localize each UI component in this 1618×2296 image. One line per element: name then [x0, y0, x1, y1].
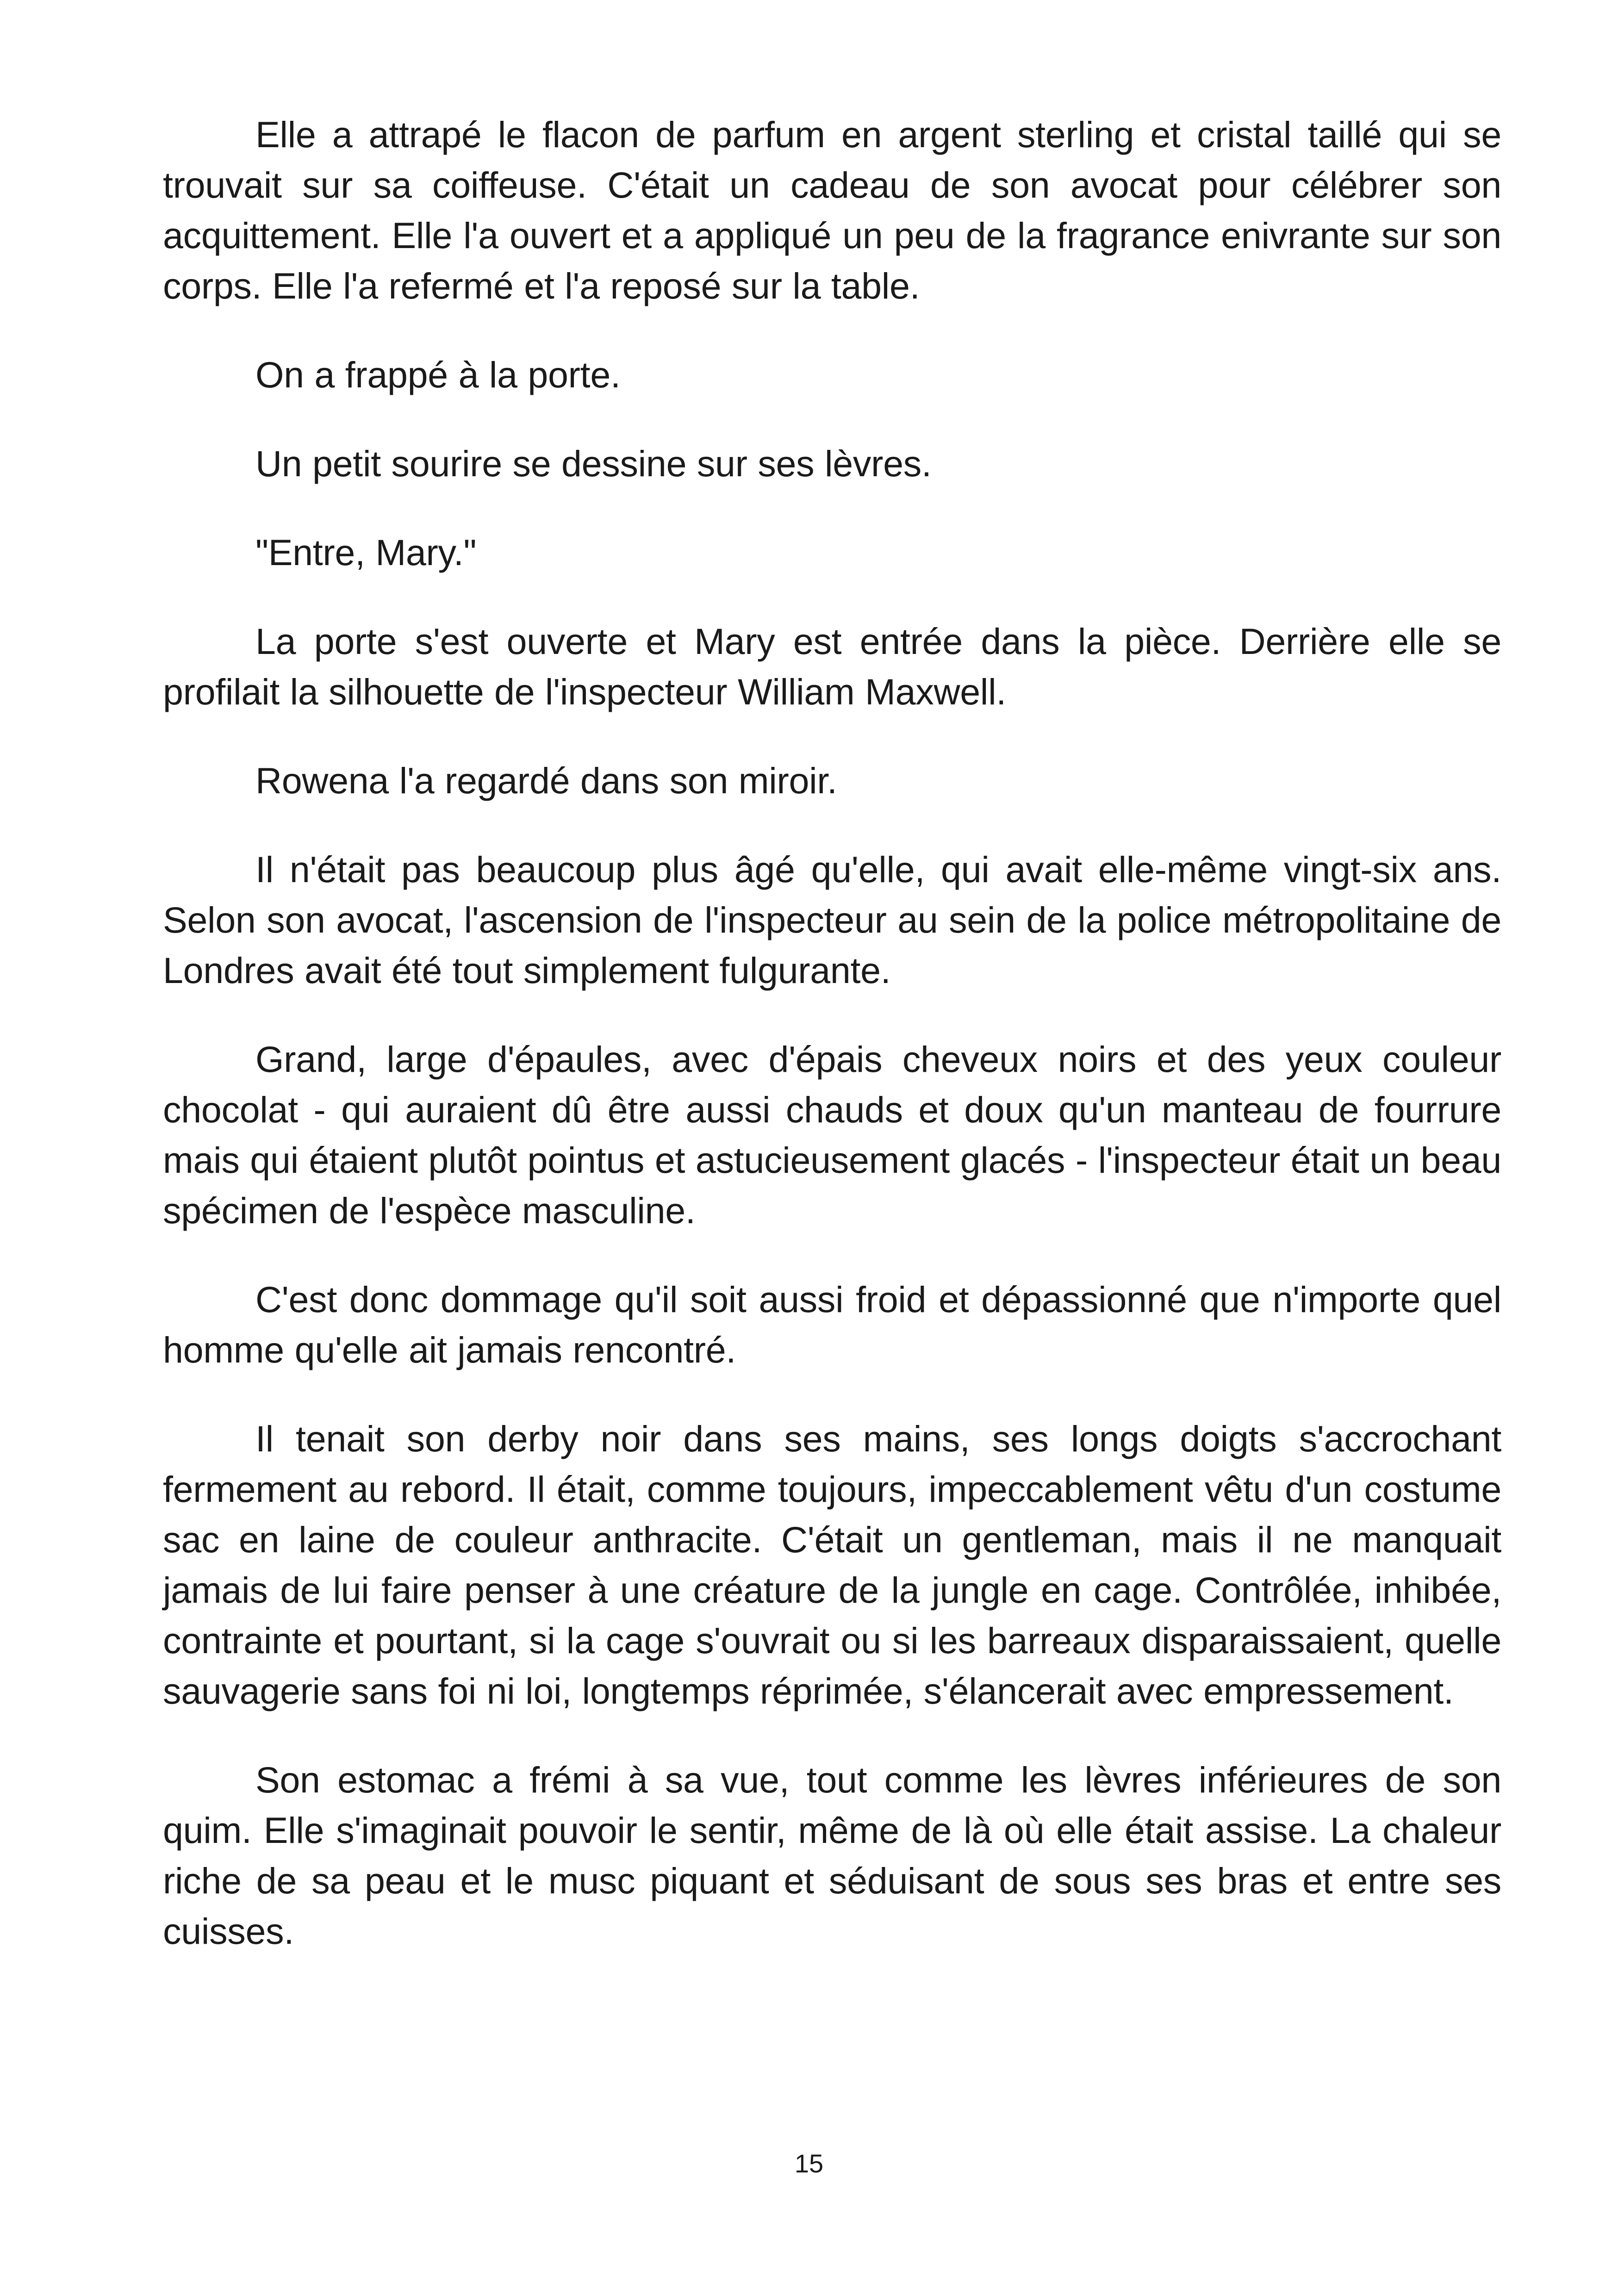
paragraph: On a frappé à la porte.	[255, 354, 621, 395]
paragraph: Rowena l'a regardé dans son miroir.	[255, 760, 837, 801]
paragraph: Elle a attrapé le flacon de parfum en argent sterling et cristal taillé qui se trouvait sur sa coiffeuse. C'était un cadeau de son avocat pour célébrer son acquittement. Elle l'a ouvert et a appliqué un peu de la fragrance enivrante sur son corps. Elle l'a refermé et l'a reposé sur la table.	[163, 114, 1501, 306]
page-body	[163, 109, 1501, 1995]
paragraph: Un petit sourire se dessine sur ses lèvres.	[255, 443, 932, 484]
paragraph: Son estomac a frémi à sa vue, tout comme les lèvres inférieures de son quim. Elle s'imaginait pouvoir le sentir, même de là où elle était assise. La chaleur riche de sa peau et le musc piquant et séduisant de sous ses bras et entre ses cuisses.	[163, 1759, 1501, 1952]
paragraph: C'est donc dommage qu'il soit aussi froid et dépassionné que n'importe quel homme qu'elle ait jamais rencontré.	[163, 1279, 1501, 1370]
paragraph: La porte s'est ouverte et Mary est entrée dans la pièce. Derrière elle se profilait la silhouette de l'inspecteur William Maxwell.	[163, 621, 1501, 712]
paragraph: Il tenait son derby noir dans ses mains, ses longs doigts s'accrochant fermement au rebord. Il était, comme toujours, impeccablement vêtu d'un costume sac en laine de couleur anthracite. C'était un gentleman, mais il ne manquait jamais de lui faire penser à une créature de la jungle en cage. Contrôlée, inhibée, contrainte et pourtant, si la cage s'ouvrait ou si les barreaux disparaissaient, quelle sauvagerie sans foi ni loi, longtemps réprimée, s'élancerait avec empressement.	[163, 1418, 1501, 1711]
paragraph: Il n'était pas beaucoup plus âgé qu'elle, qui avait elle-même vingt-six ans. Selon son avocat, l'ascension de l'inspecteur au sein de la police métropolitaine de Londres avait été tout simplement fulgurante.	[163, 849, 1501, 991]
paragraph: "Entre, Mary."	[255, 532, 477, 573]
paragraph: Grand, large d'épaules, avec d'épais cheveux noirs et des yeux couleur chocolat - qui auraient dû être aussi chauds et doux qu'un manteau de fourrure mais qui étaient plutôt pointus et astucieusement glacés - l'inspecteur était un beau spécimen de l'espèce masculine.	[163, 1039, 1501, 1231]
page-number: 15	[794, 2149, 824, 2178]
